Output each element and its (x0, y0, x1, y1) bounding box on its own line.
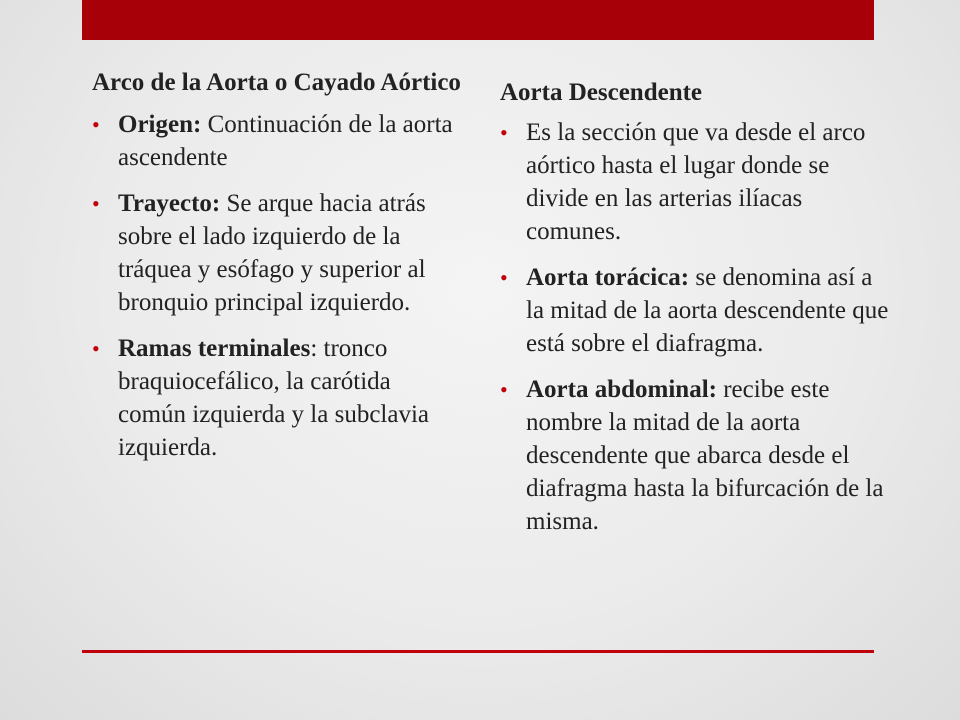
left-bullet-list (92, 108, 462, 464)
bullet-icon: • (92, 112, 100, 137)
list-item (500, 116, 890, 248)
item-label: Aorta abdominal: (526, 376, 717, 403)
bullet-icon: • (92, 191, 100, 216)
bullet-icon: • (92, 336, 100, 361)
bottom-divider (82, 650, 874, 653)
item-text: recibe este nombre la mitad de la aorta descendente que abarca desde el diafragma hasta la bifurcación de la misma. (526, 376, 884, 535)
item-label: Origen: (118, 111, 202, 138)
left-heading: Arco de la Aorta o Cayado Aórtico (92, 69, 461, 96)
right-bullet-list (500, 116, 890, 538)
top-accent-bar (82, 0, 874, 40)
list-item (92, 332, 462, 464)
item-text: Se arque hacia atrás sobre el lado izquierdo de la tráquea y esófago y superior al bronquio principal izquierdo. (118, 190, 426, 316)
item-label: Ramas terminales (118, 335, 311, 362)
list-item (500, 373, 890, 538)
bullet-icon: • (500, 377, 508, 402)
right-heading: Aorta Descendente (500, 79, 703, 106)
list-item (92, 187, 462, 319)
bullet-icon: • (500, 265, 508, 290)
item-label: Aorta torácica: (526, 264, 690, 291)
bullet-icon: • (500, 120, 508, 145)
left-column (92, 66, 462, 477)
item-text: : tronco braquiocefálico, la carótida común izquierda y la subclavia izquierda. (118, 335, 429, 461)
item-text: se denomina así a la mitad de la aorta descendente que está sobre el diafragma. (526, 264, 889, 357)
item-text: Es la sección que va desde el arco aórtico hasta el lugar donde se divide en las arterias ilíacas comunes. (526, 119, 866, 245)
right-column (500, 66, 890, 551)
list-item (500, 261, 890, 360)
item-text: Continuación de la aorta ascendente (118, 111, 453, 171)
list-item (92, 108, 462, 174)
item-label: Trayecto: (118, 190, 221, 217)
